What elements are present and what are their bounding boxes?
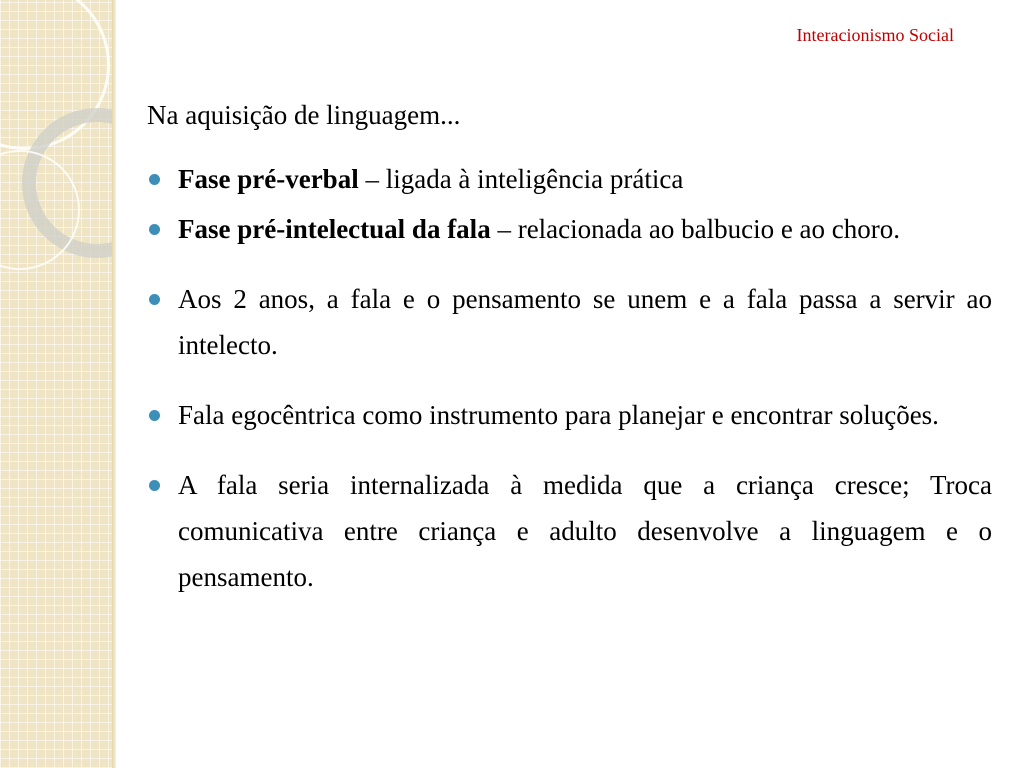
bullet-text: A fala seria internalizada à medida que a criança cresce; Troca comunicativa entre criança e adulto desenvolve a linguagem e o pensamento. (178, 470, 992, 592)
bullet-item (147, 462, 992, 600)
slide-content (147, 96, 992, 600)
decorative-side-panel (0, 0, 112, 768)
bullet-dot-icon (149, 174, 160, 185)
bullet-item (147, 156, 992, 202)
bullet-dot-icon (149, 410, 160, 421)
side-panel-edge (112, 0, 116, 768)
slide-header-title: Interacionismo Social (796, 25, 954, 45)
bullet-list (147, 156, 992, 600)
bullet-item (147, 276, 992, 368)
bullet-text: Aos 2 anos, a fala e o pensamento se unem e a fala passa a servir ao intelecto. (178, 284, 992, 360)
bullet-dot-icon (149, 480, 160, 491)
bullet-text: – ligada à inteligência prática (358, 164, 684, 194)
bullet-bold-text: Fase pré-intelectual da fala (178, 214, 491, 244)
bullet-text: Fala egocêntrica como instrumento para planejar e encontrar soluções. (178, 400, 939, 430)
bullet-text: – relacionada ao balbucio e ao choro. (490, 214, 901, 244)
bullet-dot-icon (149, 294, 160, 305)
bullet-dot-icon (149, 224, 160, 235)
bullet-bold-text: Fase pré-verbal (178, 164, 359, 194)
bullet-item (147, 206, 992, 252)
bullet-item (147, 392, 992, 438)
slide-intro: Na aquisição de linguagem... (147, 100, 461, 130)
